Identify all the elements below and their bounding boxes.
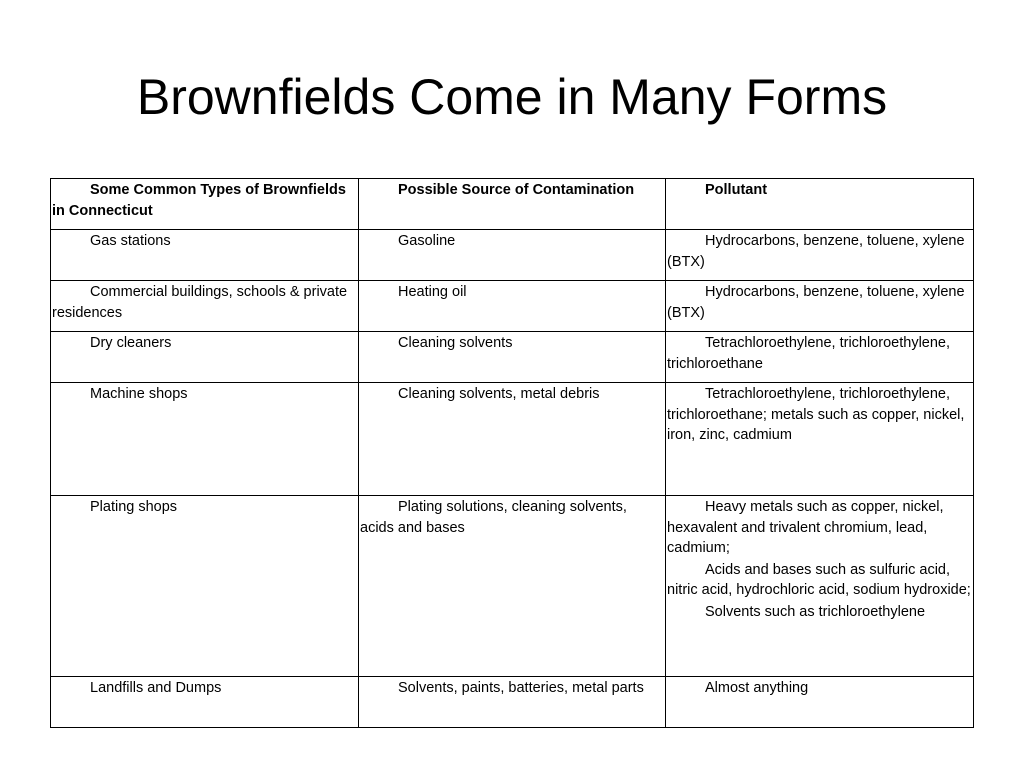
source-cell — [359, 496, 666, 677]
header-label: Possible Source of Contamination — [398, 182, 635, 198]
source-cell — [359, 677, 666, 728]
header-pollutant — [666, 179, 974, 230]
cell-text: Gasoline — [398, 233, 456, 249]
pollutant-cell — [666, 230, 974, 281]
pollutant-cell — [666, 496, 974, 677]
brownfield-type-cell — [51, 281, 359, 332]
cell-text: Cleaning solvents — [398, 335, 513, 351]
brownfield-type-cell — [51, 230, 359, 281]
cell-text: Landfills and Dumps — [90, 680, 222, 696]
cell-text: Machine shops — [90, 386, 188, 402]
cell-text: Plating shops — [90, 499, 178, 515]
cell-text: Heavy metals such as copper, nickel, hexavalent and trivalent chromium, lead, cadmium; — [667, 499, 944, 556]
table-row — [51, 496, 974, 677]
source-cell — [359, 332, 666, 383]
cell-text: Acids and bases such as sulfuric acid, nitric acid, hydrochloric acid, sodium hydroxide; — [667, 561, 971, 598]
slide-title: Brownfields Come in Many Forms — [136, 69, 888, 125]
table-row — [51, 230, 974, 281]
table-row — [51, 332, 974, 383]
brownfield-type-cell — [51, 332, 359, 383]
header-label: Some Common Types of Brownfields in Connecticut — [52, 182, 346, 219]
brownfield-type-cell — [51, 383, 359, 496]
cell-text: Heating oil — [398, 284, 467, 300]
source-cell — [359, 230, 666, 281]
brownfields-table — [50, 178, 974, 728]
brownfield-type-cell — [51, 677, 359, 728]
header-brownfield-type — [51, 179, 359, 230]
cell-text: Commercial buildings, schools & private residences — [52, 284, 348, 321]
table-row — [51, 281, 974, 332]
pollutant-cell — [666, 281, 974, 332]
pollutant-cell — [666, 332, 974, 383]
cell-text: Gas stations — [90, 233, 171, 249]
cell-text: Cleaning solvents, metal debris — [398, 386, 600, 402]
header-contamination-source — [359, 179, 666, 230]
cell-text: Solvents such as trichloroethylene — [705, 603, 926, 620]
pollutant-cell — [666, 677, 974, 728]
cell-text: Hydrocarbons, benzene, toluene, xylene (BTX) — [667, 284, 965, 321]
pollutant-cell — [666, 383, 974, 496]
cell-text: Plating solutions, cleaning solvents, acids and bases — [360, 499, 627, 536]
source-cell — [359, 383, 666, 496]
cell-text: Tetrachloroethylene, trichloroethylene, trichloroethane — [667, 335, 951, 372]
table-row — [51, 677, 974, 728]
cell-text: Almost anything — [705, 680, 809, 696]
table-header-row — [51, 179, 974, 230]
header-label: Pollutant — [705, 182, 768, 198]
cell-text: Hydrocarbons, benzene, toluene, xylene (BTX) — [667, 233, 965, 270]
table-row — [51, 383, 974, 496]
cell-text: Solvents, paints, batteries, metal parts — [398, 680, 644, 696]
source-cell — [359, 281, 666, 332]
cell-text: Dry cleaners — [90, 335, 172, 351]
brownfield-type-cell — [51, 496, 359, 677]
cell-text: Tetrachloroethylene, trichloroethylene, trichloroethane; metals such as copper, nickel, iron, zinc, cadmium — [667, 386, 965, 443]
